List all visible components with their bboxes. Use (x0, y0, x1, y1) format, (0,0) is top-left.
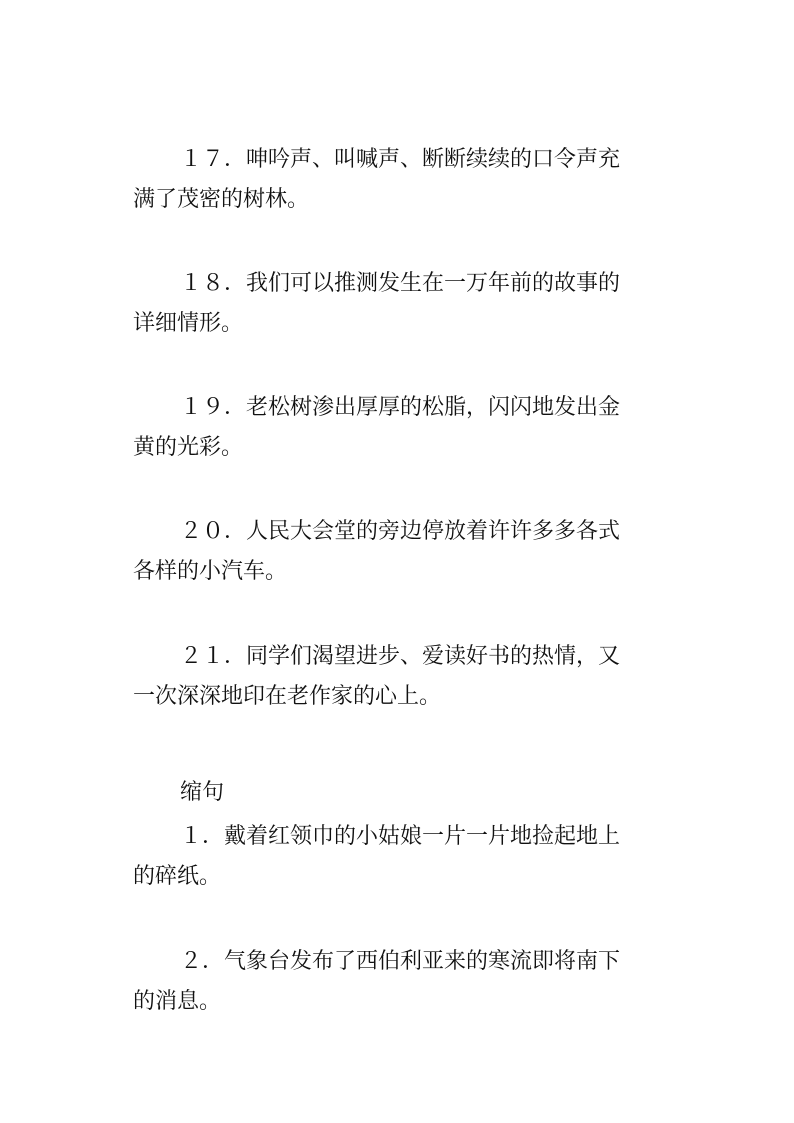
sentence-line: 详细情形。 (133, 311, 244, 336)
sentence-18 (133, 264, 663, 344)
sentence-line: １９．老松树渗出厚厚的松脂，闪闪地发出金 (180, 395, 621, 420)
condense-sentence-1 (133, 817, 663, 897)
sentence-line: 满了茂密的树林。 (133, 187, 310, 212)
sentence-line: １．戴着红领巾的小姑娘一片一片地捡起地上 (180, 824, 621, 849)
section-heading: 缩句 (180, 780, 225, 805)
sentence-19 (133, 388, 663, 468)
sentence-17 (133, 140, 663, 220)
sentence-20 (133, 512, 663, 592)
sentence-line: 的消息。 (133, 989, 222, 1014)
sentence-line: 各样的小汽车。 (133, 559, 288, 584)
condense-sentence-2 (133, 942, 663, 1022)
sentence-line: 一次深深地印在老作家的心上。 (133, 684, 442, 709)
sentence-line: １８．我们可以推测发生在一万年前的故事的 (180, 271, 621, 296)
sentence-line: ２．气象台发布了西伯利亚来的寒流即将南下 (180, 949, 621, 974)
sentence-line: ２１．同学们渴望进步、爱读好书的热情，又 (180, 644, 621, 669)
sentence-line: １７．呻吟声、叫喊声、断断续续的口令声充 (180, 147, 621, 172)
sentence-21 (133, 637, 663, 717)
sentence-line: 的碎纸。 (133, 864, 222, 889)
sentence-line: 黄的光彩。 (133, 435, 244, 460)
sentence-line: ２０．人民大会堂的旁边停放着许许多多各式 (180, 519, 621, 544)
